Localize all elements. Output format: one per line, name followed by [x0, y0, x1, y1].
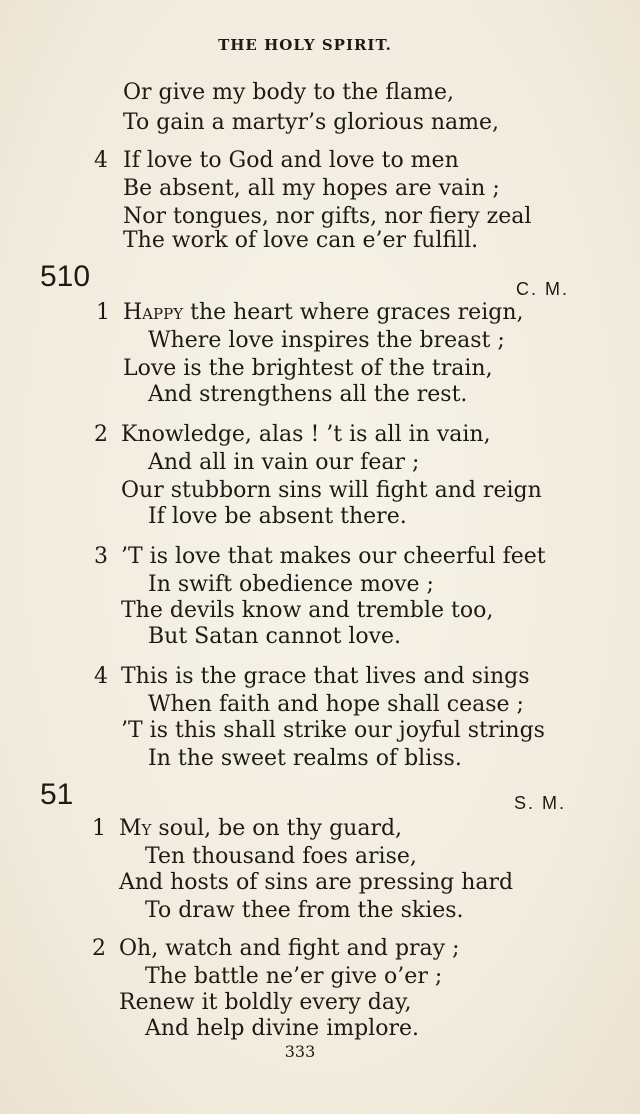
hymn-meter-511: S. M. — [514, 793, 567, 813]
verse-first-rest: the heart where graces reign, — [183, 300, 524, 325]
verse-line: And help divine implore. — [145, 1016, 419, 1041]
verse-line-first — [123, 302, 524, 324]
verse-line: To draw thee from the skies. — [145, 898, 464, 923]
verse-line: And strengthens all the rest. — [148, 382, 468, 407]
verse-line: The battle ne’er give o’er ; — [145, 964, 443, 989]
verse-line: If love be absent there. — [148, 504, 407, 529]
verse-number: 1 — [96, 300, 110, 325]
verse-line: In swift obedience move ; — [148, 572, 434, 597]
verse-number: 2 — [92, 936, 106, 961]
verse-line: If love to God and love to men — [123, 148, 459, 173]
verse-first-word: My — [119, 816, 152, 841]
verse-line: ’T is this shall strike our joyful strings — [121, 718, 545, 743]
verse-number: 4 — [94, 148, 108, 173]
verse-first-rest: soul, be on thy guard, — [151, 816, 403, 841]
verse-line: When faith and hope shall cease ; — [148, 692, 524, 717]
verse-line: ’T is love that makes our cheerful feet — [121, 544, 546, 569]
verse-line: Be absent, all my hopes are vain ; — [123, 176, 500, 201]
verse-line: Renew it boldly every day, — [119, 990, 412, 1015]
verse-line: And hosts of sins are pressing hard — [119, 870, 514, 895]
verse-line: And all in vain our fear ; — [148, 450, 420, 475]
verse-line: Oh, watch and fight and pray ; — [119, 936, 460, 961]
verse-line: Ten thousand foes arise, — [145, 844, 417, 869]
verse-line: Knowledge, alas ! ’t is all in vain, — [121, 422, 491, 447]
verse-line: The work of love can e’er fulfill. — [123, 228, 479, 253]
verse-first-word: Happy — [123, 300, 184, 325]
hymn-number-511: 51 — [40, 778, 74, 811]
continued-line-2: To gain a martyr’s glorious name, — [123, 110, 500, 135]
page-number: 333 — [284, 1042, 316, 1061]
verse-line: In the sweet realms of bliss. — [148, 746, 462, 771]
verse-line: The devils know and tremble too, — [121, 598, 494, 623]
verse-line: But Satan cannot love. — [148, 624, 402, 649]
verse-line-first — [119, 818, 402, 840]
verse-line: Where love inspires the breast ; — [148, 328, 505, 353]
verse-number: 1 — [92, 816, 106, 841]
verse-line: Our stubborn sins will fight and reign — [121, 478, 542, 503]
verse-number: 4 — [94, 664, 108, 689]
verse-line: This is the grace that lives and sings — [121, 664, 530, 689]
running-head: THE HOLY SPIRIT. — [218, 36, 392, 54]
verse-line: Love is the brightest of the train, — [123, 356, 493, 381]
hymn-number-510: 510 — [40, 260, 91, 293]
continued-line-1: Or give my body to the flame, — [123, 80, 454, 105]
verse-number: 3 — [94, 544, 108, 569]
verse-line: Nor tongues, nor gifts, nor fiery zeal — [123, 204, 532, 229]
hymn-meter-510: C. M. — [516, 279, 569, 299]
verse-number: 2 — [94, 422, 108, 447]
